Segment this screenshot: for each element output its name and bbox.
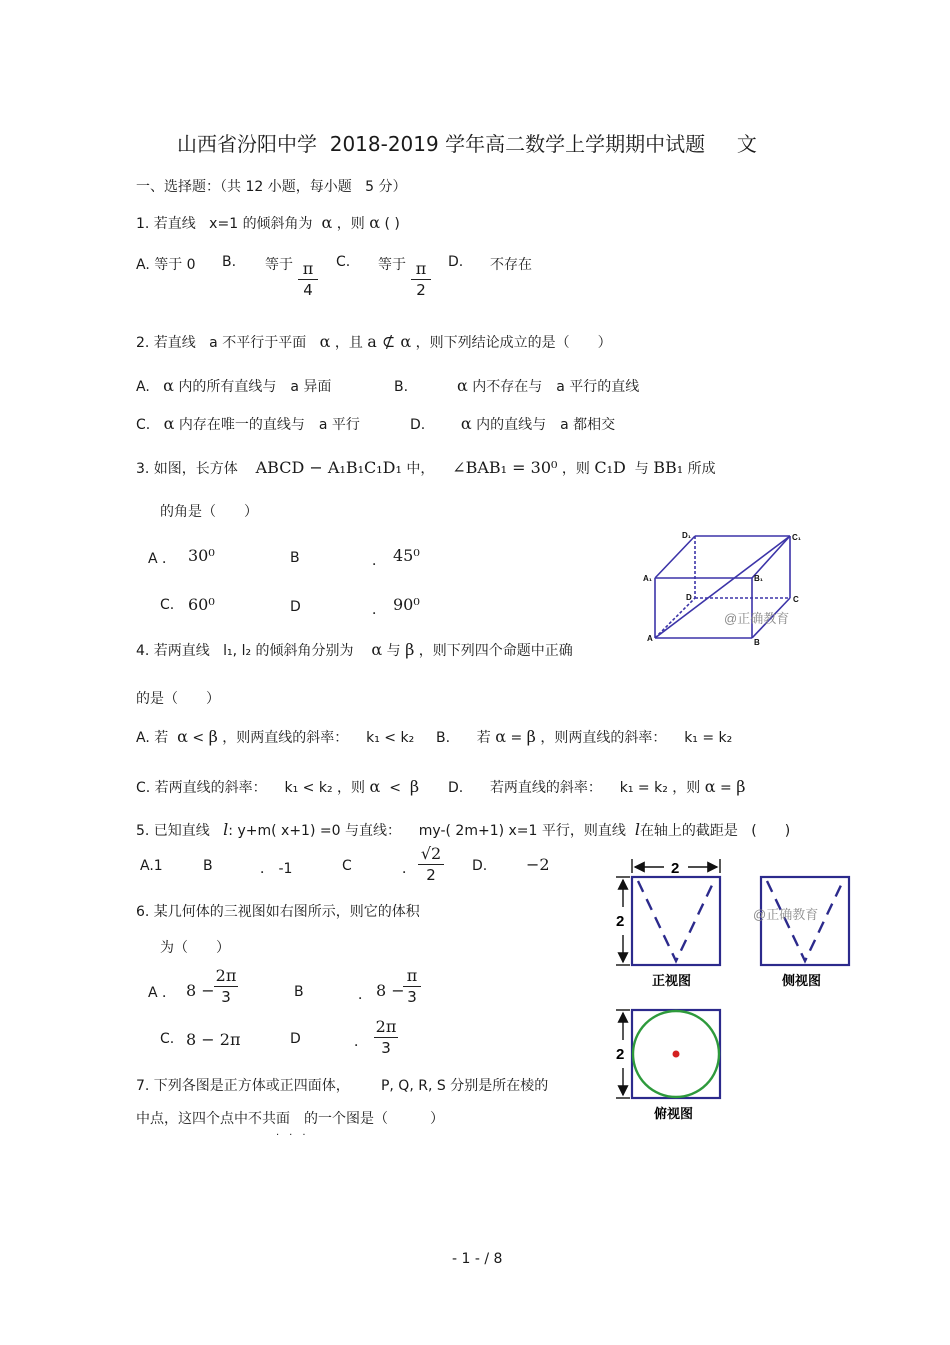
top-view-center-dot bbox=[673, 1051, 680, 1058]
q5-c-num: √2 bbox=[420, 844, 442, 863]
section-tail: 分） bbox=[378, 179, 407, 195]
q2-d-alpha: α bbox=[460, 414, 472, 433]
q4-line2: 的是（ ） bbox=[136, 691, 220, 707]
q3-option-d-label: D bbox=[290, 599, 301, 615]
q5-l-2: l bbox=[634, 820, 640, 839]
q1-line-eq: x=1 bbox=[209, 216, 239, 232]
q4-d-rel: = bbox=[720, 780, 732, 796]
q6-d-num: 2π bbox=[375, 1017, 397, 1036]
q1-option-c-label: C. bbox=[336, 254, 351, 270]
q4-c-alpha: α bbox=[369, 777, 381, 796]
title-subject: 文 bbox=[736, 132, 757, 156]
q6-a-den: 3 bbox=[221, 988, 231, 1006]
q3-option-b-label: B bbox=[290, 550, 300, 566]
q1-option-b-label: B. bbox=[222, 254, 237, 270]
label-d1: D₁ bbox=[682, 531, 692, 540]
q5-stem-c: 平行，则直线 bbox=[541, 823, 626, 839]
emphasis-dots: · · · bbox=[276, 1130, 306, 1141]
section-heading bbox=[136, 176, 406, 196]
q4-d-k: k₁ = k₂ bbox=[619, 780, 668, 796]
q1-option-c-text: 等于 bbox=[378, 257, 406, 273]
q3-option-b-value: 45⁰ bbox=[393, 546, 420, 565]
q7-stem bbox=[136, 1075, 548, 1095]
q1-c-den: 2 bbox=[416, 281, 426, 299]
q6-option-b-label: B bbox=[294, 984, 304, 1000]
q3-stem-a: 3. 如图，长方体 bbox=[136, 461, 238, 477]
q3-box: ABCD − A₁B₁C₁D₁ bbox=[255, 458, 402, 477]
section-points: 5 bbox=[365, 179, 375, 195]
q1-stem bbox=[136, 213, 400, 233]
q3-stem-b: 中， bbox=[406, 461, 435, 477]
q2-stem-a: 2. 若直线 bbox=[136, 335, 196, 351]
label-a1: A₁ bbox=[643, 574, 653, 583]
q3-stem-c: ，则 bbox=[561, 461, 590, 477]
q4-b-rel: = bbox=[510, 730, 523, 746]
q4-b-tail: ，则两直线的斜率： bbox=[540, 730, 667, 746]
q5-option-d-value: −2 bbox=[526, 855, 550, 874]
q6-stem: 6. 某几何体的三视图如右图所示，则它的体积 bbox=[136, 904, 420, 920]
q2-alpha: α bbox=[319, 332, 331, 351]
section-count: 12 bbox=[245, 179, 264, 195]
q4-c-rel: < bbox=[389, 780, 401, 796]
q4-a-tail: ，则两直线的斜率： bbox=[222, 730, 349, 746]
three-view-figure bbox=[608, 855, 858, 1125]
q2-option-b bbox=[394, 376, 639, 396]
q6-a-num: 2π bbox=[215, 966, 237, 985]
page-number: - 1 - / 8 bbox=[452, 1251, 503, 1267]
q4-stem-d: ，则下列四个命题中正确 bbox=[418, 643, 573, 659]
q4-a-beta: β bbox=[208, 727, 218, 746]
q1-stem-a: 1. 若直线 bbox=[136, 216, 196, 232]
q1-option-a: A. 等于 0 bbox=[136, 257, 196, 273]
q3-line2: 的角是（ ） bbox=[160, 504, 258, 520]
title-rest: 学年高二数学上学期期中试题 bbox=[445, 132, 706, 156]
q6-option-c-label: C. bbox=[160, 1031, 175, 1047]
q6-option-b-dot: ． bbox=[358, 987, 372, 1003]
q3-option-b-dot: ． bbox=[372, 553, 386, 569]
q4-b-alpha: α bbox=[495, 727, 507, 746]
q4-c-then: ，则 bbox=[337, 780, 366, 796]
q6-d-den: 3 bbox=[381, 1039, 391, 1057]
q2-a: a bbox=[209, 335, 218, 351]
q4-stem-c: 与 bbox=[386, 643, 401, 659]
q4-d-label: D. bbox=[448, 780, 464, 796]
q2-stem-b: 不平行于平面 bbox=[222, 335, 307, 351]
q4-alpha: α bbox=[371, 640, 383, 659]
q6-option-b-pre: 8 − bbox=[376, 981, 405, 1000]
label-c: C bbox=[793, 595, 799, 604]
top-height-label: 2 bbox=[616, 1046, 625, 1063]
q1-b-num: π bbox=[302, 259, 314, 278]
q4-stem-b: 的倾斜角分别为 bbox=[255, 643, 354, 659]
q6-option-d-dot: ． bbox=[354, 1034, 368, 1050]
q5-stem-a: 5. 已知直线 bbox=[136, 823, 210, 839]
watermark-2: @正确教育 bbox=[753, 907, 819, 922]
section-mid: 小题，每小题 bbox=[267, 179, 352, 195]
q6-option-b-frac bbox=[403, 967, 421, 1006]
q1-alpha: α bbox=[321, 213, 333, 232]
q5-paren: ( ) bbox=[751, 823, 791, 839]
q5-option-a: A.1 bbox=[140, 858, 163, 874]
q2-c-label: C. bbox=[136, 417, 151, 433]
q2-b-text: 内不存在与 a 平行的直线 bbox=[472, 379, 640, 395]
q4-c-text: C. 若两直线的斜率： bbox=[136, 780, 267, 796]
q1-paren: ( ) bbox=[384, 216, 400, 232]
q5-option-b-label: B bbox=[203, 858, 213, 874]
q4-b-beta: β bbox=[526, 727, 536, 746]
q1-option-b-text: 等于 bbox=[265, 257, 293, 273]
q5-option-c-dot: ． bbox=[402, 861, 416, 877]
q2-option-c bbox=[136, 414, 360, 434]
q3-stem bbox=[136, 458, 716, 478]
q5-option-c-label: C bbox=[342, 858, 352, 874]
q3-option-c-label: C. bbox=[160, 597, 175, 613]
q2-b-alpha: α bbox=[457, 376, 468, 395]
q1-b-den: 4 bbox=[303, 281, 313, 299]
q4-d-beta: β bbox=[736, 777, 746, 796]
q4-c-beta: β bbox=[409, 777, 420, 796]
q4-c-k: k₁ < k₂ bbox=[284, 780, 333, 796]
q1-option-d-label: D. bbox=[448, 254, 464, 270]
q7-line2: 中点，这四个点中不共面 的一个图是（ ） bbox=[136, 1111, 444, 1127]
q1-option-c-frac bbox=[411, 260, 431, 299]
q1-stem-b: 的倾斜角为 bbox=[242, 216, 313, 232]
q2-c-text: 内存在唯一的直线与 a 平行 bbox=[178, 417, 360, 433]
q1-option-b-frac bbox=[298, 260, 318, 299]
q2-stem-c: ，且 bbox=[334, 335, 363, 351]
q6-b-num: π bbox=[406, 966, 418, 985]
q4-a-alpha: α bbox=[177, 727, 188, 746]
q3-option-c-value: 60⁰ bbox=[188, 595, 215, 614]
q2-stem bbox=[136, 332, 612, 352]
label-b1: B₁ bbox=[754, 574, 764, 583]
q3-angle: ∠BAB₁ = 30⁰ bbox=[452, 458, 558, 477]
watermark: @正确教育 bbox=[724, 611, 790, 626]
q5-c-den: 2 bbox=[426, 866, 436, 884]
q2-option-a bbox=[136, 376, 331, 396]
title-school: 山西省汾阳中学 bbox=[177, 132, 317, 156]
q3-c1d: C₁D bbox=[594, 458, 626, 477]
q2-c-alpha: α bbox=[163, 414, 175, 433]
q6-line2: 为（ ） bbox=[160, 940, 230, 956]
q4-a-if: A. 若 bbox=[136, 730, 169, 746]
label-d: D bbox=[686, 593, 692, 602]
q5-eq1: : y+m( x+1) =0 bbox=[228, 823, 341, 839]
cuboid-figure bbox=[640, 528, 810, 650]
q4-b-label: B. bbox=[436, 730, 451, 746]
q3-bb1: BB₁ bbox=[653, 458, 684, 477]
width-label: 2 bbox=[671, 860, 680, 877]
q4-beta: β bbox=[405, 640, 415, 659]
title-years: 2018-2019 bbox=[329, 132, 439, 156]
q4-l1l2: l₁, l₂ bbox=[223, 643, 252, 659]
q4-b-if: 若 bbox=[476, 730, 491, 746]
q3-option-d-dot: ． bbox=[372, 602, 386, 618]
q6-b-den: 3 bbox=[407, 988, 417, 1006]
side-view-caption: 侧视图 bbox=[782, 973, 822, 988]
top-view-caption: 俯视图 bbox=[654, 1106, 694, 1121]
q4-d-alpha: α bbox=[704, 777, 716, 796]
section-heading-text: 一、选择题：（共 bbox=[136, 179, 241, 195]
q3-stem-e: 所成 bbox=[687, 461, 716, 477]
q2-a-label: A. bbox=[136, 379, 150, 395]
q2-option-d bbox=[410, 414, 615, 434]
q5-stem-b: 与直线： bbox=[344, 823, 401, 839]
q2-b-label: B. bbox=[394, 379, 409, 395]
q1-c-num: π bbox=[415, 259, 427, 278]
q4-option-b bbox=[436, 727, 732, 747]
q5-option-c-frac bbox=[418, 845, 444, 884]
q7-stem-b: 分别是所在棱的 bbox=[450, 1078, 549, 1094]
q4-a-rel: < bbox=[192, 730, 205, 746]
label-b: B bbox=[754, 638, 760, 647]
height-label: 2 bbox=[616, 913, 625, 930]
page-title bbox=[177, 128, 757, 157]
label-a: A bbox=[647, 634, 653, 643]
label-c1: C₁ bbox=[792, 533, 802, 542]
q5-stem-d: 在轴上的截距是 bbox=[639, 823, 738, 839]
q2-stem-d: ，则下列结论成立的是（ ） bbox=[415, 335, 612, 351]
q5-option-d-label: D. bbox=[472, 858, 488, 874]
q3-option-a-value: 30⁰ bbox=[188, 546, 215, 565]
q4-a-k: k₁ < k₂ bbox=[366, 730, 415, 746]
q1-alpha-2: α bbox=[369, 213, 380, 232]
front-view-frame bbox=[632, 877, 720, 965]
q4-d-then: ，则 bbox=[672, 780, 701, 796]
q5-option-b-value: ． -1 bbox=[260, 861, 293, 877]
q4-stem bbox=[136, 640, 573, 660]
q2-a-text: 内的所有直线与 a 异面 bbox=[178, 379, 332, 395]
q4-b-k: k₁ = k₂ bbox=[684, 730, 733, 746]
front-view-cone bbox=[638, 881, 714, 961]
q3-stem-d: 与 bbox=[634, 461, 649, 477]
q4-option-d bbox=[448, 777, 745, 797]
q5-eq2: my-( 2m+1) x=1 bbox=[418, 823, 538, 839]
q3-option-a-label: A ． bbox=[148, 551, 177, 567]
q4-option-c bbox=[136, 777, 419, 797]
q6-option-d-frac bbox=[374, 1018, 398, 1057]
q4-option-a bbox=[136, 727, 414, 747]
q6-option-a-label: A ． bbox=[148, 985, 177, 1001]
q2-d-label: D. bbox=[410, 417, 426, 433]
q7-stem-a: 7. 下列各图是正方体或正四面体， bbox=[136, 1078, 350, 1094]
q2-notin: a ⊄ α bbox=[367, 332, 412, 351]
q4-d-text: 若两直线的斜率： bbox=[489, 780, 602, 796]
q6-option-a-frac bbox=[214, 967, 238, 1006]
q5-l: l bbox=[223, 820, 229, 839]
front-view-caption: 正视图 bbox=[652, 973, 692, 988]
q6-option-a-pre: 8 − bbox=[186, 981, 215, 1000]
q3-option-d-value: 90⁰ bbox=[393, 595, 420, 614]
q7-points: P, Q, R, S bbox=[380, 1078, 446, 1094]
q1-stem-c: ，则 bbox=[336, 216, 365, 232]
q2-a-alpha: α bbox=[163, 376, 174, 395]
q5-stem bbox=[136, 820, 790, 840]
q1-option-d-text: 不存在 bbox=[490, 257, 532, 273]
q4-stem-a: 4. 若两直线 bbox=[136, 643, 210, 659]
q2-d-text: 内的直线与 a 都相交 bbox=[476, 417, 616, 433]
q6-option-c-value: 8 − 2π bbox=[186, 1030, 241, 1049]
q6-option-d-label: D bbox=[290, 1031, 301, 1047]
